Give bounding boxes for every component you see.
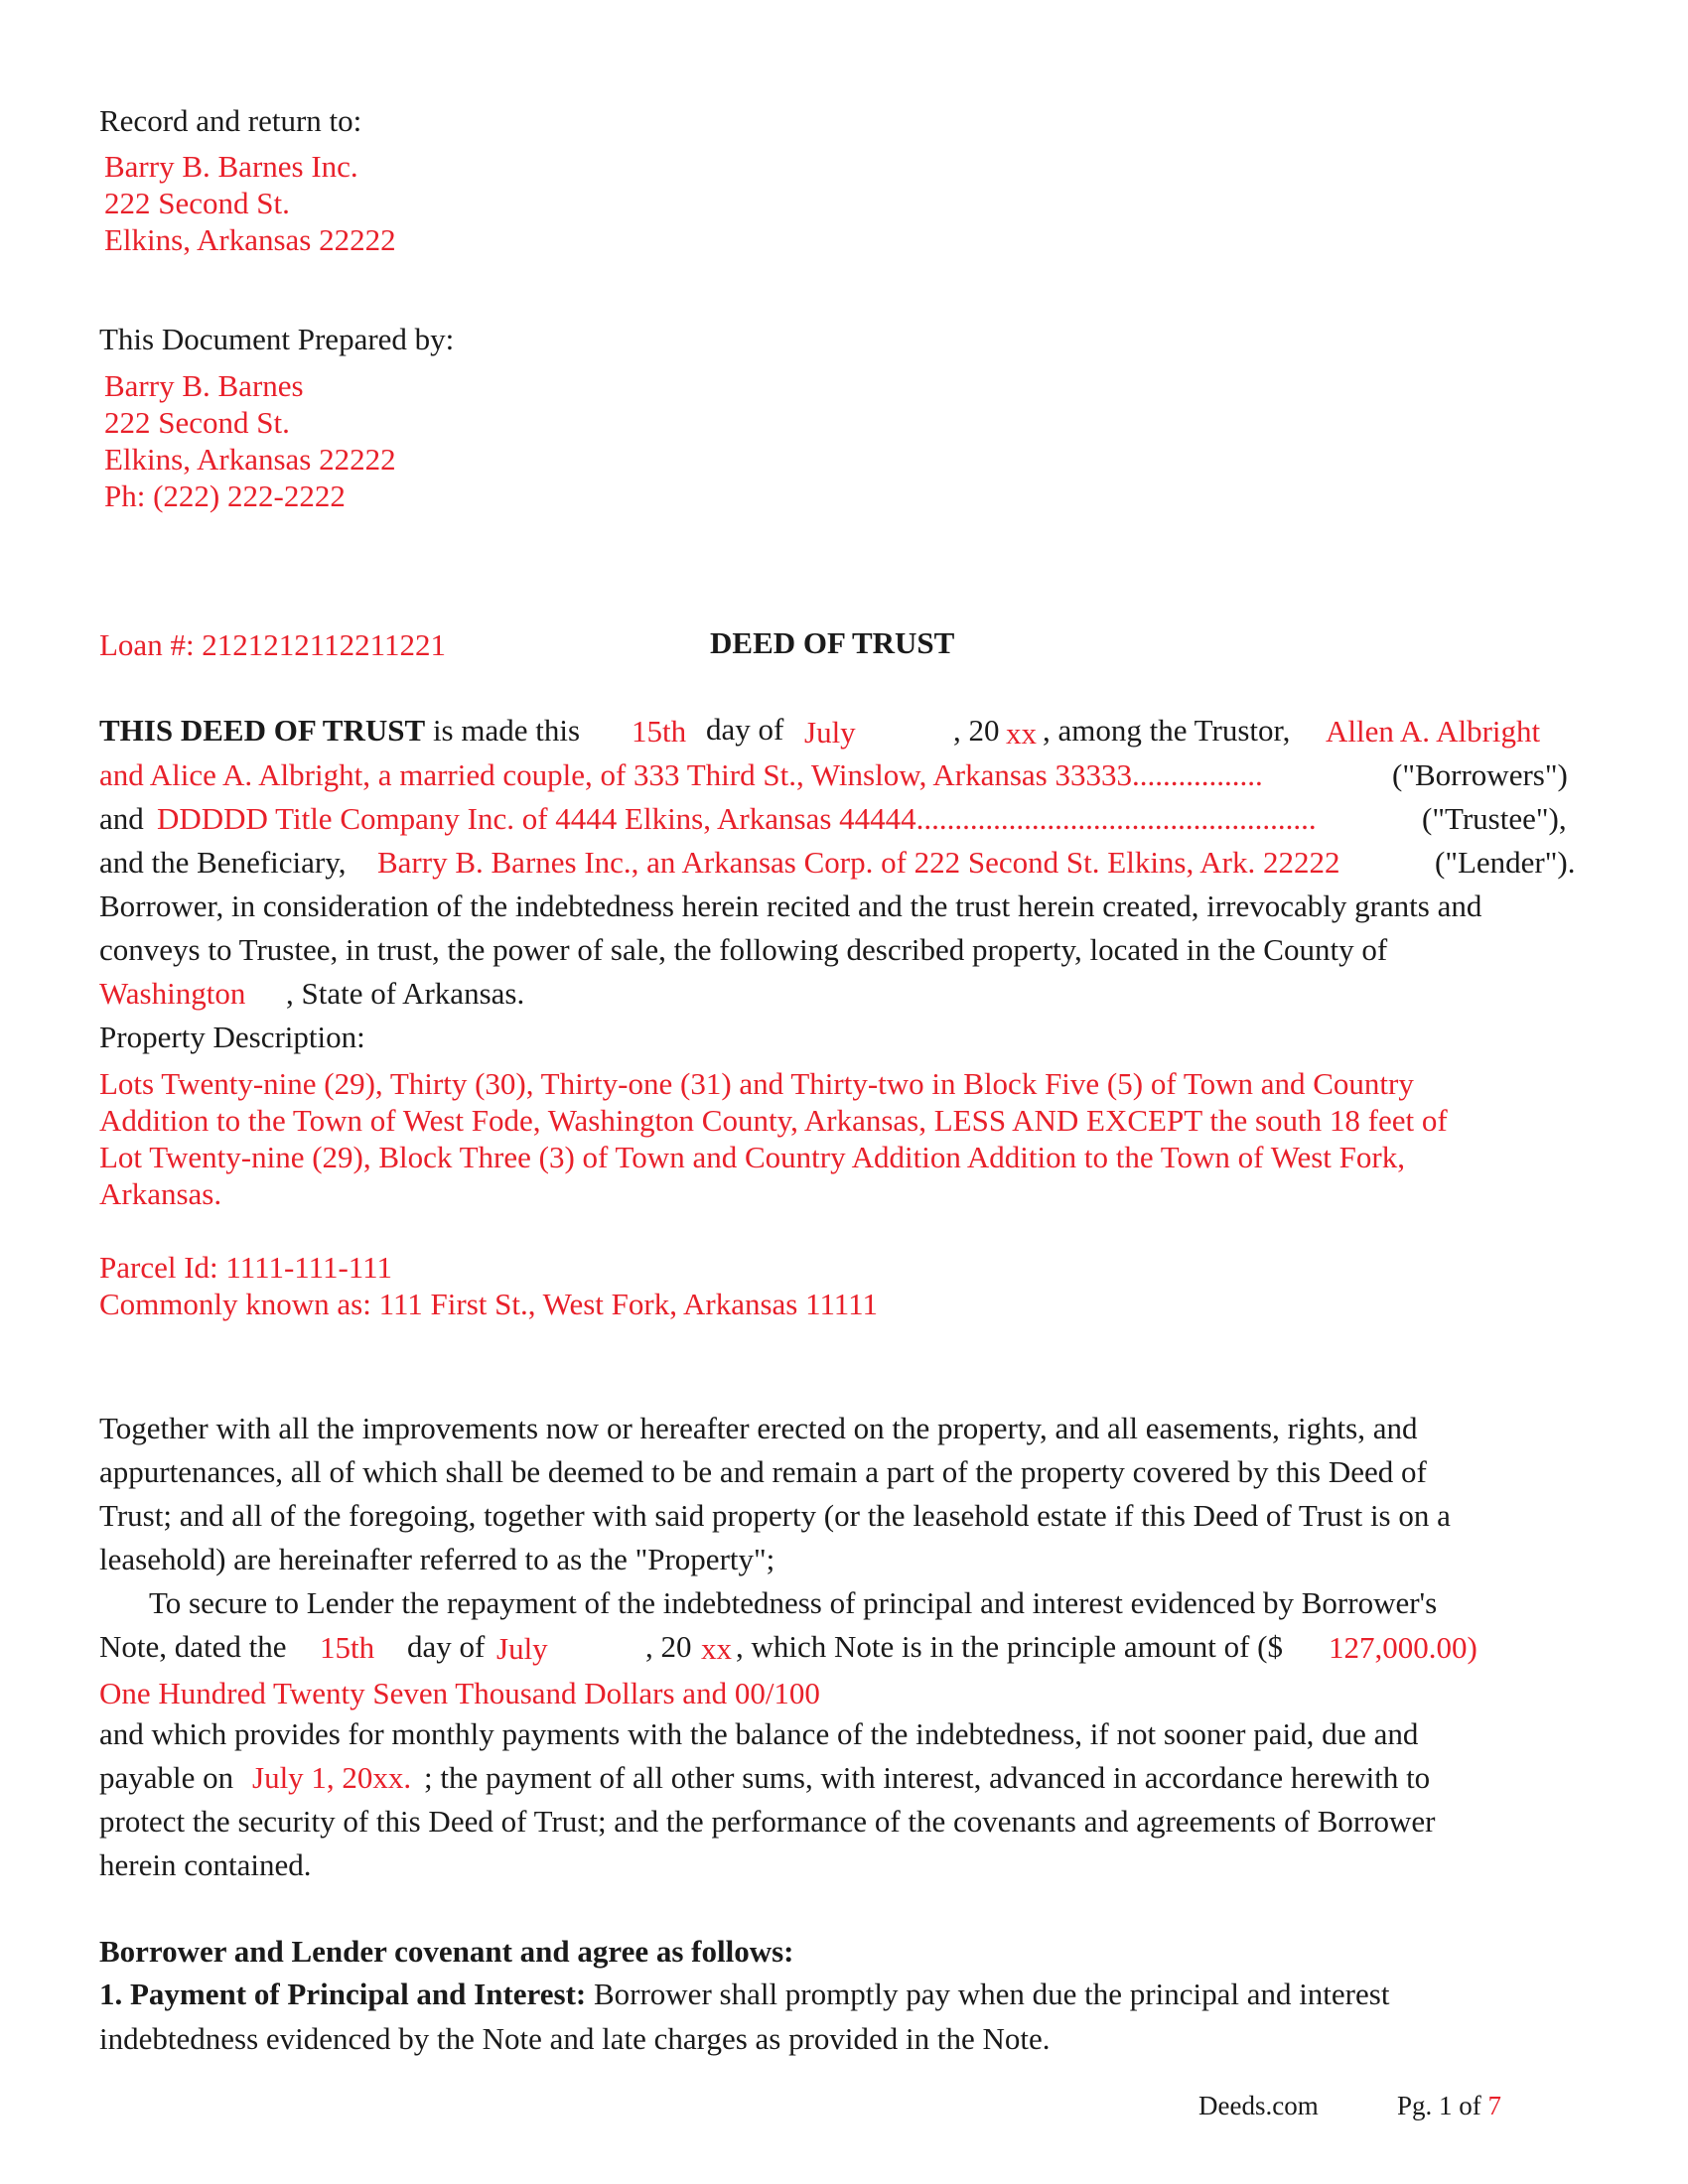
para1-month: July (804, 715, 856, 750)
county: Washington (99, 976, 246, 1011)
para1-line6: conveys to Trustee, in trust, the power of sale, the following described property, located in the County of (99, 932, 1388, 967)
para1-day-of: day of (706, 712, 784, 747)
section1-text: Borrower shall promptly pay when due the principal and interest (586, 1977, 1390, 2011)
para1-line1 (99, 713, 580, 749)
para1-text: is made this (425, 713, 581, 748)
amount-words: One Hundred Twenty Seven Thousand Dollars and 00/100 (99, 1676, 820, 1710)
parcel-id: Parcel Id: 1111-111-111 (99, 1250, 392, 1285)
beneficiary-intro: and the Beneficiary, (99, 845, 347, 880)
trustor-rest: and Alice A. Albright, a married couple, of 333 Third St., Winslow, Arkansas 33333................. (99, 757, 1263, 792)
secure-line7: herein contained. (99, 1847, 312, 1882)
together-line: appurtenances, all of which shall be deemed to be and remain a part of the property covered by this Deed of (99, 1454, 1427, 1489)
return-city: Elkins, Arkansas 22222 (104, 222, 396, 257)
para1-line5: Borrower, in consideration of the indebtedness herein recited and the trust herein created, irrevocably grants and (99, 888, 1482, 923)
property-label: Property Description: (99, 1020, 365, 1054)
record-return-label: Record and return to: (99, 103, 362, 138)
payable-on: payable on (99, 1760, 234, 1795)
and-text: and (99, 801, 144, 836)
para1-lead: THIS DEED OF TRUST (99, 713, 426, 748)
secure-note-dated: Note, dated the (99, 1629, 287, 1664)
borrowers-label: ("Borrowers") (1392, 757, 1568, 792)
state-text: , State of Arkansas. (286, 976, 525, 1011)
trustor-first: Allen A. Albright (1326, 714, 1541, 749)
document-title: DEED OF TRUST (710, 625, 955, 660)
note-day: 15th (320, 1630, 375, 1665)
trustee-label: ("Trustee"), (1422, 801, 1567, 836)
due-date: July 1, 20xx. (252, 1760, 412, 1795)
page-label: Pg. 1 of (1397, 2091, 1488, 2120)
preparer-street: 222 Second St. (104, 405, 290, 440)
prepared-by-label: This Document Prepared by: (99, 322, 455, 356)
principal-text: , which Note is in the principle amount of ($ (736, 1629, 1283, 1664)
trustee-name: DDDDD Title Company Inc. of 4444 Elkins, Arkansas 44444.................................................... (157, 801, 1317, 836)
preparer-city: Elkins, Arkansas 22222 (104, 442, 396, 477)
together-line: Trust; and all of the foregoing, together with said property (or the leasehold estate if this Deed of Trust is on a (99, 1498, 1451, 1533)
secure-line6: protect the security of this Deed of Trust; and the performance of the covenants and agreements of Borrower (99, 1804, 1436, 1839)
note-comma-20: , 20 (645, 1629, 692, 1664)
section1-heading: 1. Payment of Principal and Interest: (99, 1977, 587, 2011)
secure-line5-rest: ; the payment of all other sums, with interest, advanced in accordance herewith to (424, 1760, 1431, 1795)
note-month: July (496, 1631, 548, 1666)
section1-line1 (99, 1977, 1389, 2012)
property-desc-line: Addition to the Town of West Fode, Washington County, Arkansas, LESS AND EXCEPT the south 18 feet of (99, 1103, 1448, 1138)
property-desc-line: Arkansas. (99, 1176, 222, 1211)
note-year: xx (701, 1631, 732, 1666)
commonly-known: Commonly known as: 111 First St., West Fork, Arkansas 11111 (99, 1287, 879, 1321)
secure-line1: To secure to Lender the repayment of the indebtedness of principal and interest evidenced by Borrower's (149, 1585, 1438, 1620)
beneficiary-name: Barry B. Barnes Inc., an Arkansas Corp. of 222 Second St. Elkins, Ark. 22222 (377, 845, 1340, 880)
secure-line4: and which provides for monthly payments with the balance of the indebtedness, if not sooner paid, due and (99, 1716, 1419, 1751)
footer-page (1397, 2090, 1501, 2121)
lender-label: ("Lender"). (1435, 845, 1576, 880)
page-total: 7 (1487, 2091, 1502, 2120)
para1-year: xx (1006, 716, 1037, 751)
section1-line2: indebtedness evidenced by the Note and late charges as provided in the Note. (99, 2021, 1051, 2056)
return-street: 222 Second St. (104, 186, 290, 220)
footer-site: Deeds.com (1198, 2091, 1319, 2120)
para1-comma-20: , 20 (953, 713, 1000, 748)
loan-number: Loan #: 2121212112211221 (99, 627, 447, 662)
para1-day: 15th (632, 714, 687, 749)
principal-amount: 127,000.00) (1329, 1630, 1477, 1665)
together-line: leasehold) are hereinafter referred to as the "Property"; (99, 1542, 775, 1576)
preparer-name: Barry B. Barnes (104, 368, 304, 403)
property-desc-line: Lot Twenty-nine (29), Block Three (3) of Town and Country Addition Addition to the Town of West Fork, (99, 1140, 1405, 1174)
para1-among: , among the Trustor, (1043, 713, 1291, 748)
return-name: Barry B. Barnes Inc. (104, 149, 358, 184)
preparer-phone: Ph: (222) 222-2222 (104, 478, 346, 513)
property-desc-line: Lots Twenty-nine (29), Thirty (30), Thirty-one (31) and Thirty-two in Block Five (5) of Town and Country (99, 1066, 1414, 1101)
covenant-heading: Borrower and Lender covenant and agree as follows: (99, 1934, 794, 1969)
note-day-of: day of (407, 1629, 486, 1664)
together-line: Together with all the improvements now or hereafter erected on the property, and all easements, rights, and (99, 1411, 1418, 1445)
